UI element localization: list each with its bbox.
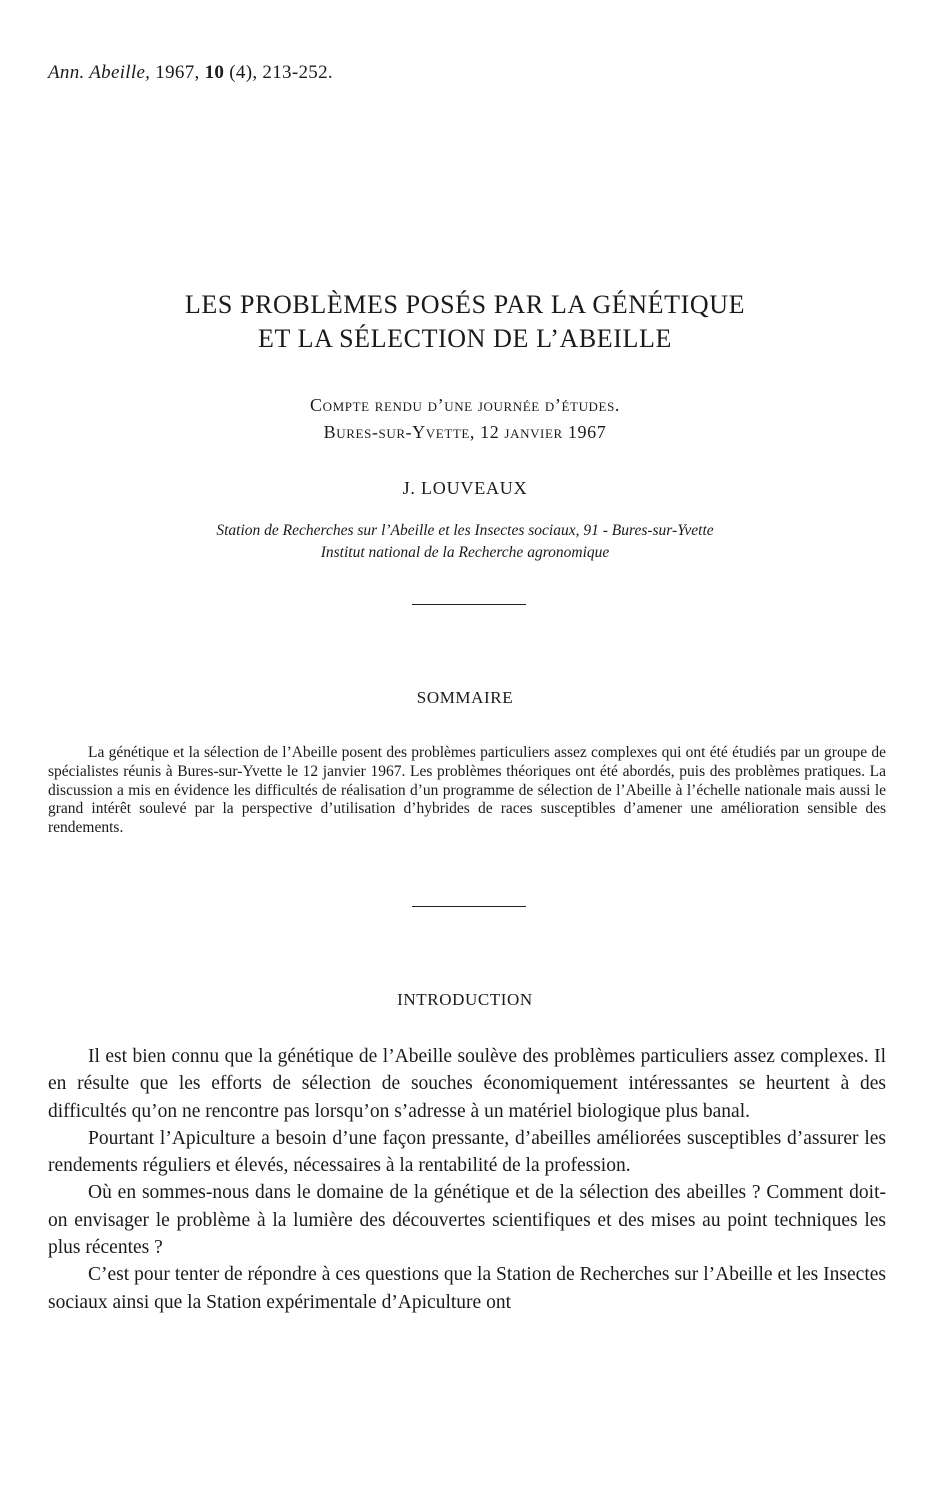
affiliation-line-2: Institut national de la Recherche agronomique [320,544,610,561]
journal-citation [48,62,333,84]
article-title [0,288,930,356]
subtitle-line-1: Compte rendu d’une journée d’études. [309,395,621,415]
title-line-2: ET LA SÉLECTION DE L’ABEILLE [258,324,672,353]
title-line-1: LES PROBLÈMES POSÉS PAR LA GÉNÉTIQUE [184,290,746,319]
article-subtitle [0,392,930,446]
subtitle-line-2: Bures-sur-Yvette, 12 janvier 1967 [323,422,607,442]
journal-issue-pages: (4), 213-252. [229,62,333,83]
body-paragraph: Il est bien connu que la génétique de l’Abeille soulève des problèmes particuliers assez complexes. Il en résulte que les efforts de sélection de souches économiquement intéressantes se heurtent à des difficultés qu’on ne rencontre pas lorsqu’on s’adresse à un matériel biologique plus banal. [48,1046,886,1122]
divider-rule [412,604,526,605]
affiliation-line-1: Station de Recherches sur l’Abeille et les Insectes sociaux, 91 - Bures-sur-Yvette [216,522,714,539]
author-affiliation [0,520,930,564]
journal-volume: 10 [204,62,225,83]
summary-text: La génétique et la sélection de l’Abeille posent des problèmes particuliers assez complexes qui ont été étudiés par un groupe de spécialistes réunis à Bures-sur-Yvette le 12 janvier 1967. Les problèmes théoriques ont été abordés, puis des problèmes pratiques. La discussion a mis en évidence les difficultés de réalisation d’un programme de sélection de l’Abeille à l’échelle nationale mais aussi le grand intérêt soulevé par la perspective d’utilisation d’hybrides de races susceptibles d’amener une amélioration sensible des rendements. [48,744,886,837]
divider-rule [412,906,526,907]
journal-year: 1967, [155,62,200,83]
summary-heading: SOMMAIRE [416,688,514,707]
body-paragraph: C’est pour tenter de répondre à ces questions que la Station de Recherches sur l’Abeille et les Insectes sociaux ainsi que la Station expérimentale d’Apiculture ont [48,1264,886,1313]
author-name: J. LOUVEAUX [402,478,528,498]
journal-name: Ann. Abeille, [48,62,151,83]
introduction-heading: INTRODUCTION [397,990,533,1009]
body-paragraph: Pourtant l’Apiculture a besoin d’une façon pressante, d’abeilles améliorées susceptibles d’assurer les rendements réguliers et élevés, nécessaires à la rentabilité de la profession. [48,1127,886,1177]
body-paragraph: Où en sommes-nous dans le domaine de la génétique et de la sélection des abeilles ? Comment doit-on envisager le problème à la lumière des découvertes scientifiques et des mises au point techniques les plus récentes ? [48,1182,886,1259]
introduction-body [48,1043,886,1316]
